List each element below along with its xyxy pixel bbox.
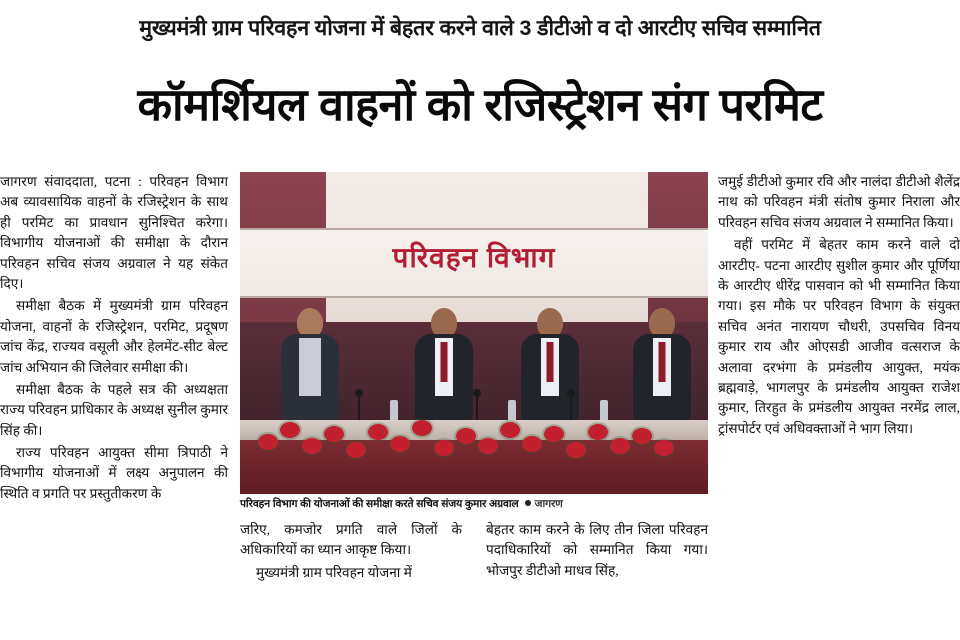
person-tie — [441, 342, 448, 382]
paragraph: जमुई डीटीओ कुमार रवि और नालंदा डीटीओ शैलेंद्र नाथ को परिवहन मंत्री संतोष कुमार निराला और परिवहन सचिव संजय अग्रवाल ने सम्मानित किया। — [718, 174, 960, 230]
photo-credit: जागरण — [534, 498, 563, 510]
seated-person — [518, 308, 582, 420]
flower-arrangement — [258, 416, 678, 478]
under-photo-columns — [240, 520, 708, 640]
column-center-right — [486, 520, 708, 583]
photo-caption — [240, 494, 708, 512]
caption-text: परिवहन विभाग की योजनाओं की समीक्षा करते सचिव संजय कुमार अग्रवाल — [240, 498, 519, 510]
main-headline: कॉमर्शियल वाहनों को रजिस्ट्रेशन संग परमिट — [137, 79, 823, 130]
paragraph: वहीं परमिट में बेहतर काम करने वाले दो आरटीए- पटना आरटीए सुशील कुमार और पूर्णिया के आरटीए धीरेंद्र पासवान को भी सम्मानित किया गया। इस मौके पर परिवहन विभाग के संयुक्त सचिव अनंत नारायण चौधरी, उपसचिव विनय कुमार राय और ओएसडी आजीव वत्सराज के अलावा दरभंगा के प्रमंडलीय आयुक्त, मयंक ब्रह्मवाड़े, भागलपुर के प्रमंडलीय आयुक्त राजेश कुमार, तिरहुत के प्रमंडलीय आयुक्त नरमेंद्र लाल, ट्रांसपोर्टर एवं अधिवक्ताओं ने भाग लिया। — [718, 237, 960, 436]
paragraph: जागरण संवाददाता, पटना : परिवहन विभाग अब व्यावसायिक वाहनों के रजिस्ट्रेशन के साथ ही परमिट का प्रावधान सुनिश्चित करेगा। विभागीय योजनाओं की समीक्षा के दौरान परिवहन सचिव संजय अग्रवाल ने यह संकेत दिए। — [0, 174, 228, 291]
paragraph: राज्य परिवहन आयुक्त सीमा त्रिपाठी ने विभागीय योजनाओं में लक्ष्य अनुपालन की स्थिति व प्रगति पर प्रस्तुतीकरण के — [0, 445, 228, 501]
paragraph: समीक्षा बैठक के पहले सत्र की अध्यक्षता राज्य परिवहन प्राधिकार के अध्यक्ष सुनील कुमार सिंह की। — [0, 381, 228, 438]
banner-text: परिवहन विभाग — [392, 242, 556, 273]
column-right — [718, 172, 960, 639]
seated-person — [278, 308, 342, 420]
paragraph: मुख्यमंत्री ग्राम परिवहन योजना में — [256, 564, 412, 580]
person-tie — [547, 342, 554, 382]
person-shirt — [299, 338, 321, 396]
paragraph: बेहतर काम करने के लिए तीन जिला परिवहन पदाधिकारियों को सम्मानित किया गया। भोजपुर डीटीओ माधव सिंह, — [486, 522, 708, 578]
person-tie — [659, 342, 666, 382]
seated-person — [630, 308, 694, 420]
paragraph: जरिए, कमजोर प्रगति वाले जिलों के अधिकारियों का ध्यान आकृष्ट किया। — [240, 522, 462, 558]
photo-block — [240, 172, 708, 512]
column-left — [0, 172, 228, 639]
article-body — [0, 172, 960, 639]
press-conference-photo — [240, 172, 708, 494]
column-center-left — [240, 520, 462, 585]
bullet-icon — [525, 500, 531, 506]
seated-person — [412, 308, 476, 420]
paragraph: समीक्षा बैठक में मुख्यमंत्री ग्राम परिवहन योजना, वाहनों के रजिस्ट्रेशन, परमिट, प्रदूषण जांच केंद्र, राज्यव वसूली और हेलमेंट-सीट बेल्ट जांच अभियान की जिलेवार समीक्षा की। — [0, 298, 228, 375]
kicker-headline: मुख्यमंत्री ग्राम परिवहन योजना में बेहतर करने वाले 3 डीटीओ व दो आरटीए सचिव सम्मानित — [139, 16, 821, 40]
